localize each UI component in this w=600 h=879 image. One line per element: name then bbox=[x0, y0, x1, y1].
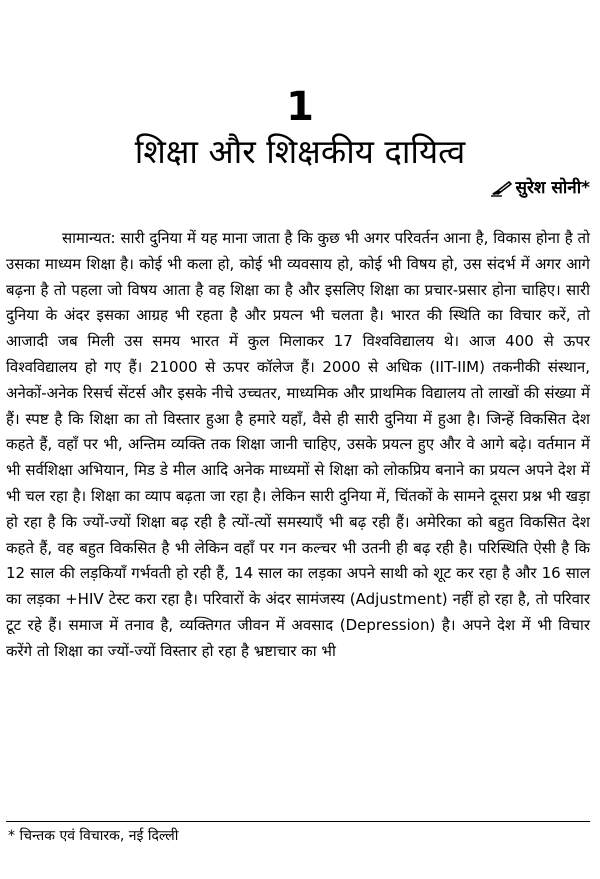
author-line bbox=[490, 176, 590, 200]
footnote: * चिन्तक एवं विचारक, नई दिल्ली bbox=[8, 828, 179, 844]
chapter-number: 1 bbox=[286, 84, 314, 130]
footnote-divider bbox=[6, 821, 590, 822]
pen-icon bbox=[490, 179, 512, 197]
author-name: सुरेश सोनी* bbox=[515, 178, 590, 198]
body-paragraph: सामान्यत: सारी दुनिया में यह माना जाता है कि कुछ भी अगर परिवर्तन आना है, विकास होना है तो उसका माध्यम शिक्षा है। कोई भी कला हो, कोई भी व्यवसाय हो, कोई भी विषय हो, उस संदर्भ में अगर आगे बढ़ना है तो पहला जो विषय आता है वह शिक्षा का है और इसलिए शिक्षा का प्रचार-प्रसार होना चाहिए। सारी दुनिया के अंदर इसका आग्रह भी रहता है और प्रयत्न भी चलता है। भारत की स्थिति का विचार करें, तो आजादी जब मिली उस समय भारत में कुल मिलाकर 17 विश्वविद्यालय थे। आज 400 से ऊपर विश्वविद्यालय हो गए हैं। 21000 से ऊपर कॉलेज हैं। 2000 से अधिक (IIT-IIM) तकनीकी संस्थान, अनेकों-अनेक रिसर्च सेंटर्स और इसके नीचे उच्चतर, माध्यमिक और प्राथमिक विद्यालय तो लाखों की संख्या में हैं। स्पष्ट है कि शिक्षा का तो विस्तार हुआ है हमारे यहाँ, वैसे ही सारी दुनिया में हुआ है। जिन्हें विकसित देश कहते हैं, वहाँ पर भी, अन्तिम व्यक्ति तक शिक्षा जानी चाहिए, उसके प्रयत्न हुए और वे आगे बढ़े। वर्तमान में भी सर्वशिक्षा अभियान, मिड डे मील आदि अनेक माध्यमों से शिक्षा को लोकप्रिय बनाने का प्रयत्न अपने देश में भी चल रहा है। शिक्षा का व्याप बढ़ता जा रहा है। लेकिन सारी दुनिया में, चिंतकों के सामने दूसरा प्रश्न भी खड़ा हो रहा है कि ज्यों-ज्यों शिक्षा बढ़ रही है त्यों-त्यों समस्याएँ भी बढ़ रही हैं। अमेरिका को बहुत विकसित देश कहते हैं, वह बहुत विकसित है भी लेकिन वहाँ पर गन कल्चर भी उतनी ही बढ़ रही है। परिस्थिति ऐसी है कि 12 साल की लड़कियाँ गर्भवती हो रही हैं, 14 साल का लड़का अपने साथी को शूट कर रहा है और 16 साल का लड़का +HIV टेस्ट करा रहा है। परिवारों के अंदर सामंजस्य (Adjustment) नहीं हो रहा है, तो परिवार टूट रहे हैं। समाज में तनाव है, व्यक्तिगत जीवन में अवसाद (Depression) है। अपने देश में भी विचार करेंगे तो शिक्षा का ज्यों-ज्यों विस्तार हो रहा है भ्रष्टाचार का भी bbox=[6, 229, 590, 660]
chapter-title: शिक्षा और शिक्षकीय दायित्व bbox=[134, 132, 466, 171]
